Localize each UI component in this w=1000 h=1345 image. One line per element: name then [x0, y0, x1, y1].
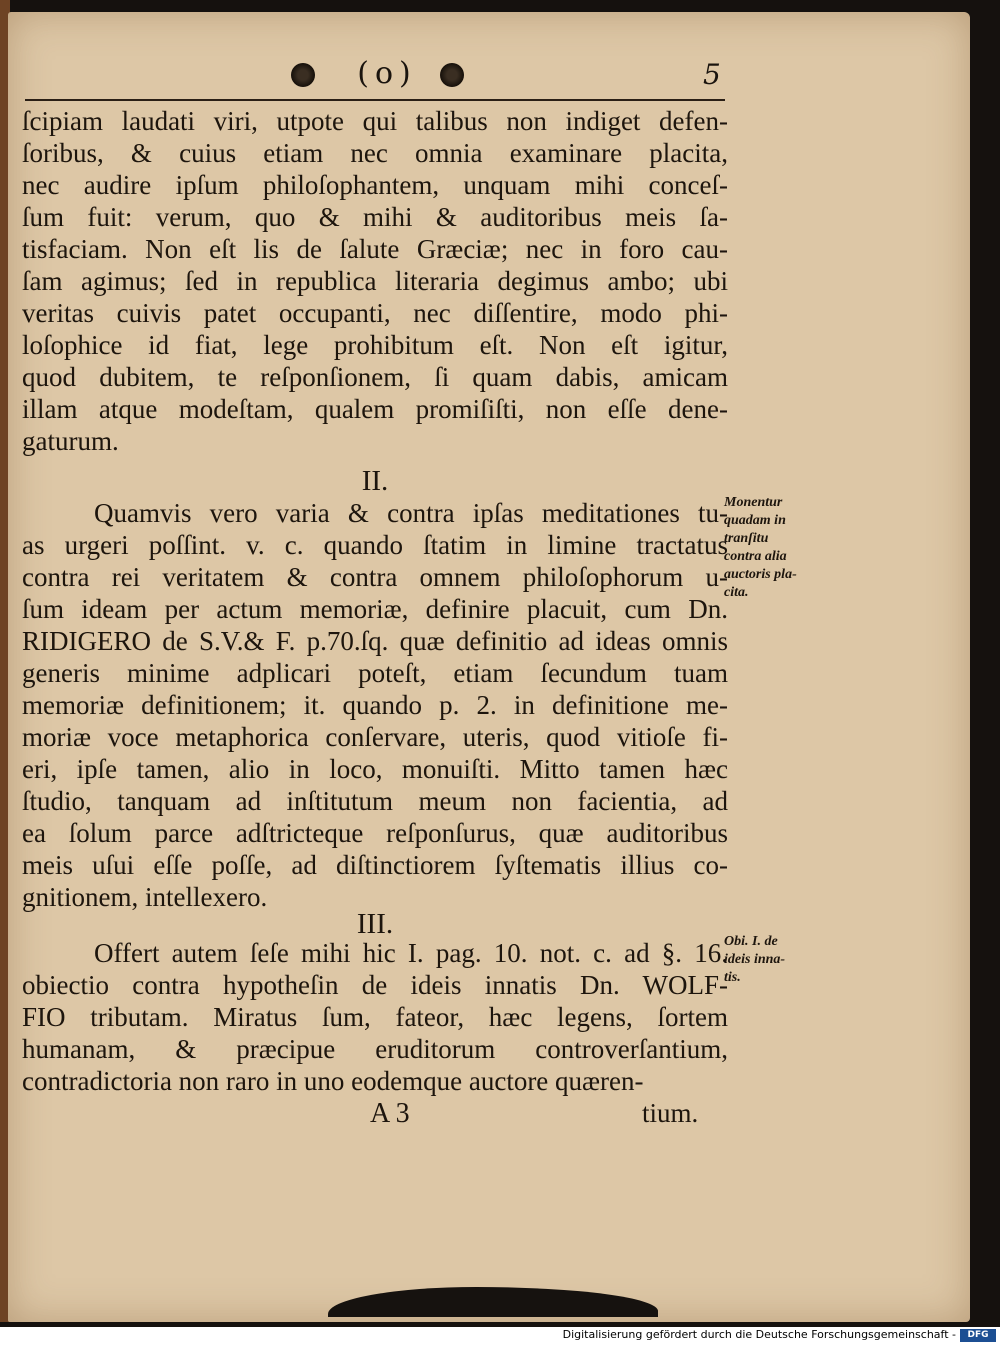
- text-line: illam atque modeſtam, qualem promiſiſti, non eſſe dene-: [22, 394, 728, 424]
- header-rule: [25, 99, 725, 101]
- text-line: loſophice id fiat, lege prohibitum eſt. Non eſt igitur,: [22, 330, 728, 360]
- text-line: gnitionem, intellexero.: [22, 882, 268, 912]
- text-line: ſum fuit: verum, quo & mihi & auditoribus meis ſa-: [22, 202, 728, 232]
- text-line: ſum ideam per actum memoriæ, definire placuit, cum Dn.: [22, 594, 728, 624]
- section-heading-2: II.: [361, 465, 389, 497]
- header-mark: (o): [357, 56, 417, 91]
- text-line: generis minime adplicari poteſt, etiam ſecundum tuam: [22, 658, 728, 688]
- text-line: Offert autem ſeſe mihi hic I. pag. 10. not. c. ad §. 16.: [94, 938, 728, 968]
- text-line: moriæ voce metaphorica conſervare, uteris, quod vitioſe fi-: [22, 722, 728, 752]
- running-header: [8, 54, 970, 94]
- margin-note-monentur: [724, 494, 819, 602]
- fleuron-ornament-icon: [440, 63, 464, 87]
- margin-note-line: tis.: [724, 970, 741, 985]
- signature-mark: A 3: [370, 1098, 410, 1129]
- dfg-logo: DFG: [960, 1329, 996, 1342]
- footer-credit: Digitalisierung gefördert durch die Deutsche Forschungsgemeinschaft -: [562, 1328, 956, 1341]
- text-line: as urgeri poſſint. v. c. quando ſtatim in limine tractatus: [22, 530, 728, 560]
- text-line: contradictoria non raro in uno eodemque auctore quæren-: [22, 1066, 644, 1096]
- torn-edge: [328, 1287, 658, 1317]
- text-line: quod dubitem, te reſponſionem, ſi quam dabis, amicam: [22, 362, 728, 392]
- text-line: FIO tributam. Miratus ſum, fateor, hæc legens, ſortem: [22, 1002, 728, 1032]
- page-number: 5: [703, 58, 721, 91]
- text-line: ſoribus, & cuius etiam nec omnia examinare placita,: [22, 138, 728, 168]
- text-line: meis uſui eſſe poſſe, ad diſtinctiorem ſyſtematis illius co-: [22, 850, 728, 880]
- margin-note-line: Monentur: [724, 495, 783, 510]
- text-line: veritas cuivis patet occupanti, nec diſſentire, modo phi-: [22, 298, 728, 328]
- margin-note-line: cita.: [724, 585, 749, 600]
- margin-note-line: ideis inna-: [724, 952, 786, 967]
- margin-note-line: auctoris pla-: [724, 567, 797, 582]
- text-line: memoriæ definitionem; it. quando p. 2. in definitione me-: [22, 690, 728, 720]
- text-line: gaturum.: [22, 426, 119, 456]
- text-line: ſcipiam laudati viri, utpote qui talibus non indiget defen-: [22, 106, 728, 136]
- footer-bar: [0, 1327, 1000, 1345]
- text-line: eri, ipſe tamen, alio in loco, monuiſti. Mitto tamen hæc: [22, 754, 728, 784]
- text-line: humanam, & præcipue eruditorum controverſantium,: [22, 1034, 728, 1064]
- margin-note-line: quadam in: [724, 513, 786, 528]
- margin-note-line: tranſitu: [724, 531, 769, 546]
- text-line: obiectio contra hypotheſin de ideis innatis Dn. WOLF-: [22, 970, 728, 1000]
- margin-note-line: Obi. I. de: [724, 934, 778, 949]
- margin-note-obiectio: [724, 933, 819, 987]
- text-line: tisfaciam. Non eſt lis de ſalute Græciæ; nec in foro cau-: [22, 234, 728, 264]
- book-page: [8, 12, 970, 1322]
- text-line: ea ſolum parce adſtricteque reſponſurus, quæ auditoribus: [22, 818, 728, 848]
- section-heading-3: III.: [356, 908, 394, 940]
- text-line: contra rei veritatem & contra omnem philoſophorum u-: [22, 562, 728, 592]
- text-line: ſam agimus; ſed in republica literaria degimus ambo; ubi: [22, 266, 728, 296]
- catchword: tium.: [642, 1098, 699, 1128]
- fleuron-ornament-icon: [291, 63, 315, 87]
- text-line: nec audire ipſum philoſophantem, unquam mihi conceſ-: [22, 170, 728, 200]
- text-line: ſtudio, tanquam ad inſtitutum meum non facientia, ad: [22, 786, 728, 816]
- text-line: RIDIGERO de S.V.& F. p.70.ſq. quæ definitio ad ideas omnis: [22, 626, 728, 656]
- text-line: Quamvis vero varia & contra ipſas meditationes tu-: [94, 498, 728, 528]
- margin-note-line: contra alia: [724, 549, 787, 564]
